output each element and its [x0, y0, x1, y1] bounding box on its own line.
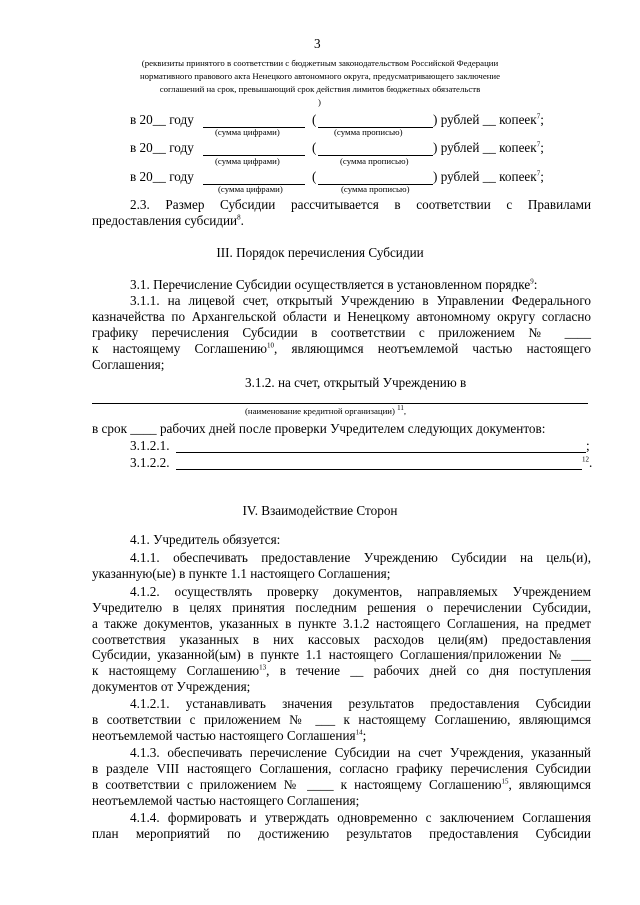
- end-mark: :: [533, 277, 538, 292]
- para-4-1-2-line-1: 4.1.2. осуществлять проверку документов, направляемых Учреждением: [130, 584, 591, 599]
- para-3-1-2: 3.1.2. на счет, открытый Учреждению в: [245, 375, 467, 390]
- caption-words: (сумма прописью): [334, 127, 403, 137]
- end-mark: ;: [362, 728, 367, 743]
- para-text: 3.1. Перечисление Субсидии осуществляется в установленном порядке: [130, 277, 531, 292]
- end-mark: ;: [540, 169, 544, 184]
- requisites-line-4: ): [318, 97, 321, 107]
- para-4-1-2-line-7: документов от Учреждения;: [92, 679, 251, 694]
- footnote-ref: 12: [582, 455, 589, 464]
- requisites-line-3: соглашений на срок, превышающий срок действия лимитов бюджетных обязательств: [159, 84, 481, 94]
- currency-text: ) рублей __ копеек: [433, 140, 537, 155]
- paren-open: (: [312, 169, 317, 184]
- footnote-ref: 7: [536, 140, 541, 149]
- amount-year: в 20__ году: [130, 112, 194, 127]
- para-2-3-line-1: 2.3. Размер Субсидии рассчитывается в соответствии с Правилами: [130, 197, 591, 212]
- para-3-1-1-line-2: казначейства по Архангельской области и Ненецкому автономному округу согласно: [92, 309, 591, 324]
- doc-3-1-2-2-label: 3.1.2.2.: [130, 455, 170, 470]
- amount-year: в 20__ году: [130, 169, 194, 184]
- caption-words: (сумма прописью): [340, 156, 409, 166]
- paren-open: (: [312, 140, 317, 155]
- amount-currency: [433, 112, 544, 128]
- para-4-1-3-line-1: 4.1.3. обеспечивать перечисление Субсидии на счет Учреждения, указанный: [130, 745, 591, 760]
- caption-words: (сумма прописью): [341, 184, 410, 194]
- currency-text: ) рублей __ копеек: [433, 169, 537, 184]
- footnote-ref: 13: [259, 663, 267, 672]
- footnote-ref: 11: [397, 404, 404, 413]
- para-4-1-2-line-2: Учредителю в целях принятия последним решения о перечислении Субсидии,: [92, 600, 591, 615]
- footnote-ref: 7: [536, 112, 541, 121]
- doc-3-1-2-1-label: 3.1.2.1.: [130, 438, 170, 453]
- para-4-1-3-line-2: в разделе VIII настоящего Соглашения, согласно графику перечисления Субсидии: [92, 761, 591, 776]
- para-3-1: [130, 277, 537, 293]
- end-mark: ;: [540, 112, 544, 127]
- para-text: , в течение __ рабочих дней со дня поступления: [266, 663, 591, 678]
- caption-text: (наименование кредитной организации): [245, 406, 395, 416]
- para-4-1-1-line-1: 4.1.1. обеспечивать предоставление Учреждению Субсидии на цель(и),: [130, 550, 591, 565]
- para-text: , являющимся неотъемлемой частью настоящего: [274, 341, 592, 356]
- caption-digits: (сумма цифрами): [215, 127, 280, 137]
- end-mark: .: [589, 455, 593, 470]
- para-4-1-2-line-3: а также документов, указанных в пункте 3.1.2 настоящего Соглашения, на предмет: [92, 616, 591, 631]
- para-text: , являющимся: [508, 777, 591, 792]
- section-4-title: IV. Взаимодействие Сторон: [242, 503, 398, 518]
- currency-text: ) рублей __ копеек: [433, 112, 537, 127]
- end-mark: .: [240, 213, 244, 228]
- page-number: 3: [314, 36, 321, 51]
- doc-3-1-2-1-blank[interactable]: [176, 452, 586, 453]
- para-3-1-1-line-4: [92, 341, 591, 357]
- paren-open: (: [312, 112, 317, 127]
- caption-digits: (сумма цифрами): [218, 184, 283, 194]
- footnote-ref: 7: [536, 169, 541, 178]
- para-4-1-2-1-line-3: [92, 728, 366, 744]
- doc-3-1-2-2-blank[interactable]: [176, 469, 582, 470]
- amount-currency: [433, 169, 544, 185]
- footnote-ref: 10: [267, 341, 274, 350]
- footnote-ref: 14: [355, 728, 363, 737]
- para-text: к настоящему Соглашению: [92, 341, 267, 356]
- doc-3-1-2-2-end: [582, 455, 592, 471]
- section-3-title: III. Порядок перечисления Субсидии: [216, 245, 424, 260]
- requisites-line-2: нормативного правового акта Ненецкого автономного округа, предусматривающего заключение: [139, 71, 501, 81]
- para-4-1-2-line-4: соответствия указанных в них кассовых расходов цели(ям) предоставления: [92, 632, 591, 647]
- amount-currency: [433, 140, 544, 156]
- para-text: неотъемлемой частью настоящего Соглашения: [92, 728, 356, 743]
- para-2-3-line-2: [92, 213, 244, 229]
- doc-3-1-2-1-end: ;: [586, 438, 590, 453]
- footnote-ref: 9: [530, 277, 534, 286]
- bank-name-caption: [245, 406, 406, 417]
- para-4-1-4-line-2: план мероприятий по достижению результатов предоставления Субсидии: [92, 826, 591, 841]
- para-3-1-1-line-1: 3.1.1. на лицевой счет, открытый Учреждению в Управлении Федерального: [130, 293, 591, 308]
- end-mark: ,: [403, 406, 407, 416]
- para-3-1-1-line-3: графику перечисления Субсидии в соответствии с приложением № ____: [92, 325, 591, 340]
- caption-digits: (сумма цифрами): [215, 156, 280, 166]
- para-4-1-3-line-4: неотъемлемой частью настоящего Соглашения;: [92, 793, 360, 808]
- bank-name-blank[interactable]: [92, 403, 588, 404]
- para-srok: в срок ____ рабочих дней после проверки Учредителем следующих документов:: [92, 421, 546, 436]
- para-4-1-2-line-5: Субсидии, указанной(ым) в пункте 1.1 настоящего Соглашения/приложении № ___: [92, 647, 591, 662]
- footnote-ref: 8: [237, 213, 241, 222]
- para-4-1-2-1-line-1: 4.1.2.1. устанавливать значения результатов предоставления Субсидии: [130, 696, 591, 711]
- footnote-ref: 15: [501, 777, 509, 786]
- para-4-1-2-1-line-2: в соответствии с приложением № ___ к настоящему Соглашению, являющимся: [92, 712, 591, 727]
- para-text: предоставления субсидии: [92, 213, 238, 228]
- end-mark: ;: [540, 140, 544, 155]
- para-4-1: 4.1. Учредитель обязуется:: [130, 532, 281, 547]
- para-text: в соответствии с приложением № ____ к настоящему Соглашению: [92, 777, 502, 792]
- amount-year: в 20__ году: [130, 140, 194, 155]
- para-4-1-4-line-1: 4.1.4. формировать и утверждать одновременно с заключением Соглашения: [130, 810, 591, 825]
- requisites-line-1: (реквизиты принятого в соответствии с бюджетным законодательством Российской Федерации: [141, 58, 499, 68]
- para-4-1-3-line-3: [92, 777, 591, 793]
- para-text: к настоящему Соглашению: [92, 663, 260, 678]
- para-4-1-2-line-6: [92, 663, 591, 679]
- para-4-1-1-line-2: указанную(ые) в пункте 1.1 настоящего Соглашения;: [92, 566, 391, 581]
- para-3-1-1-line-5: Соглашения;: [92, 357, 165, 372]
